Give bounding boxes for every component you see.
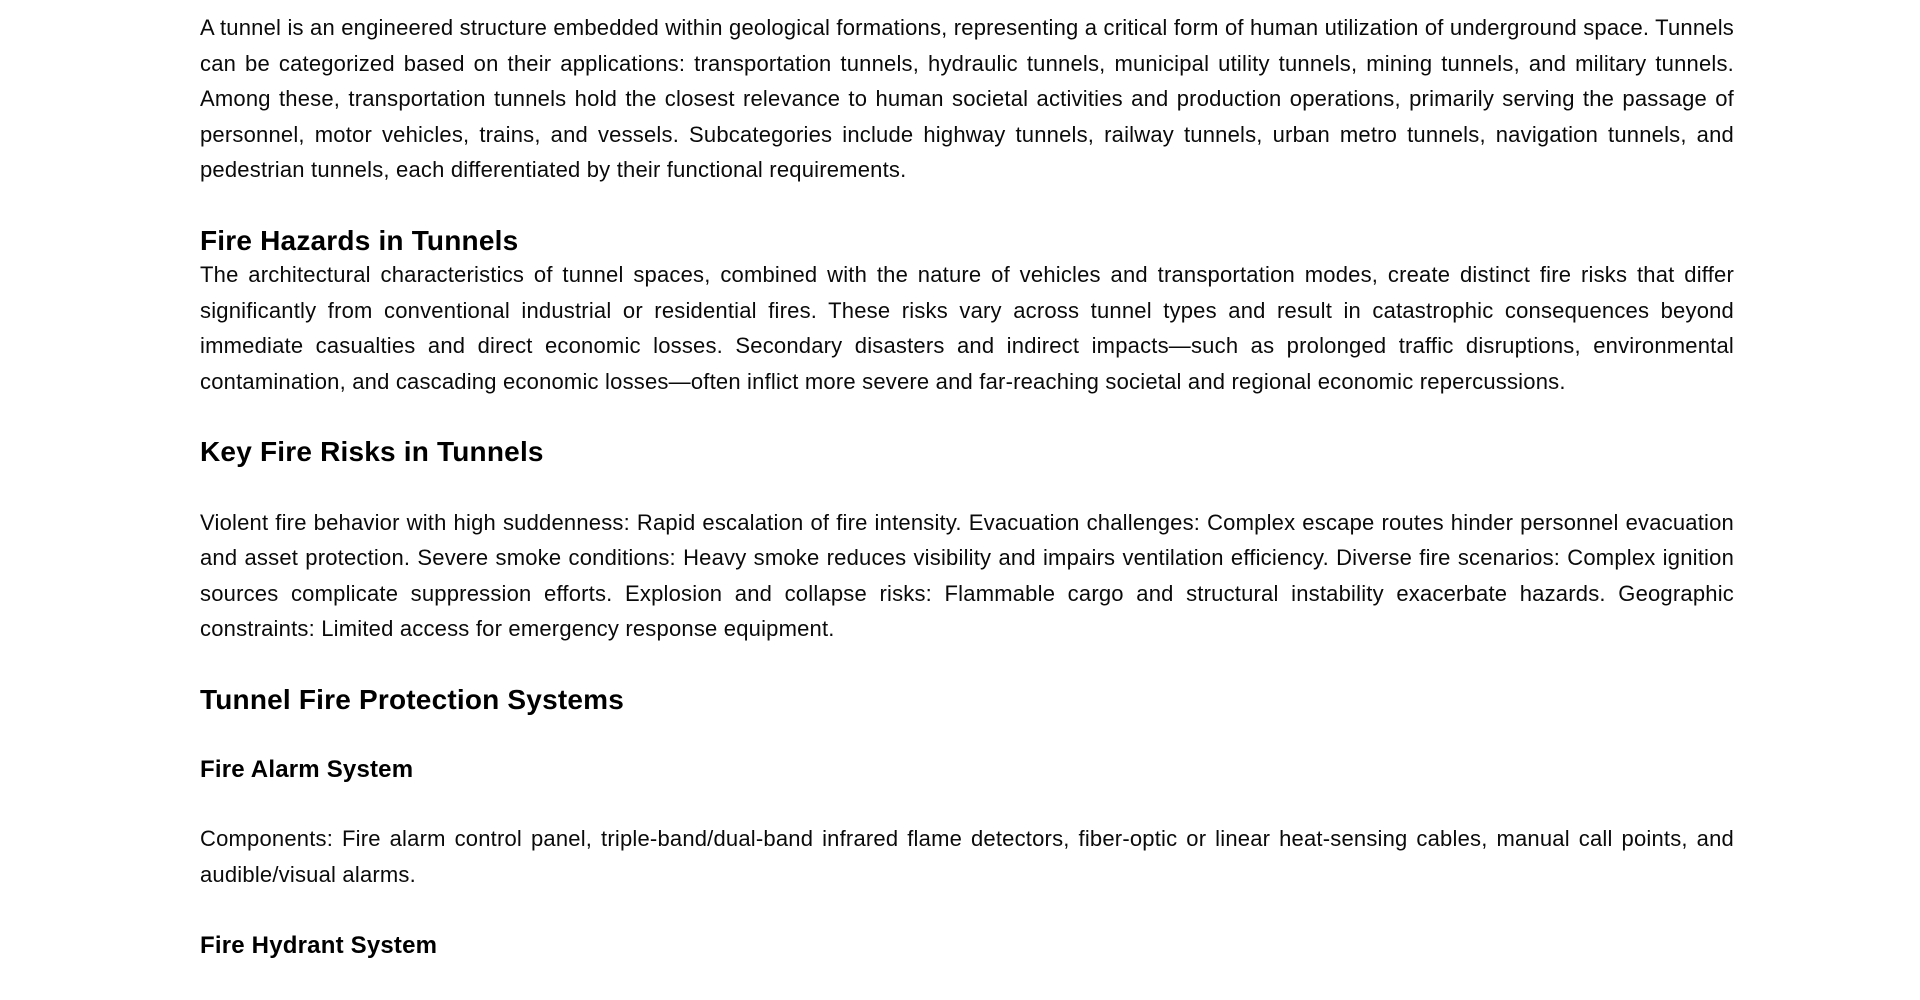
intro-paragraph: A tunnel is an engineered structure embedded within geological formations, representing a critical form of human utilization of underground space. Tunnels can be categorized based on their applications: transportation tunnels, hydraulic tunnels, municipal utility tunnels, mining tunnels, and military tunnels. Among these, transportation tunnels hold the closest relevance to human societal activities and production operations, primarily serving the passage of personnel, motor vehicles, trains, and vessels. Subcategories include highway tunnels, railway tunnels, urban metro tunnels, navigation tunnels, and pedestrian tunnels, each differentiated by their functional requirements. — [200, 15, 1734, 182]
fire-alarm-components-paragraph: Components: Fire alarm control panel, triple-band/dual-band infrared flame detectors, fiber-optic or linear heat-sensing cables, manual call points, and audible/visual alarms. — [200, 826, 1734, 887]
heading-fire-hydrant-system: Fire Hydrant System — [200, 932, 438, 960]
heading-tunnel-fire-protection-systems: Tunnel Fire Protection Systems — [200, 683, 625, 715]
heading-fire-alarm-system: Fire Alarm System — [200, 756, 414, 784]
fire-hazards-paragraph: The architectural characteristics of tunnel spaces, combined with the nature of vehicles and transportation modes, create distinct fire risks that differ significantly from conventional industrial or residential fires. These risks vary across tunnel types and result in catastrophic consequences beyond immediate casualties and direct economic losses. Secondary disasters and indirect impacts—such as prolonged traffic disruptions, environmental contamination, and cascading economic losses—often inflict more severe and far-reaching societal and regional economic repercussions. — [200, 262, 1734, 394]
heading-fire-hazards-in-tunnels: Fire Hazards in Tunnels — [200, 224, 519, 256]
key-fire-risks-paragraph: Violent fire behavior with high suddenness: Rapid escalation of fire intensity. Evacuation challenges: Complex escape routes hinder personnel evacuation and asset protection. Severe smoke conditions: Heavy smoke reduces visibility and impairs ventilation efficiency. Diverse fire scenarios: Complex ignition sources complicate suppression efforts. Explosion and collapse risks: Flammable cargo and structural instability exacerbate hazards. Geographic constraints: Limited access for emergency response equipment. — [200, 509, 1734, 642]
heading-key-fire-risks-in-tunnels: Key Fire Risks in Tunnels — [200, 436, 544, 468]
